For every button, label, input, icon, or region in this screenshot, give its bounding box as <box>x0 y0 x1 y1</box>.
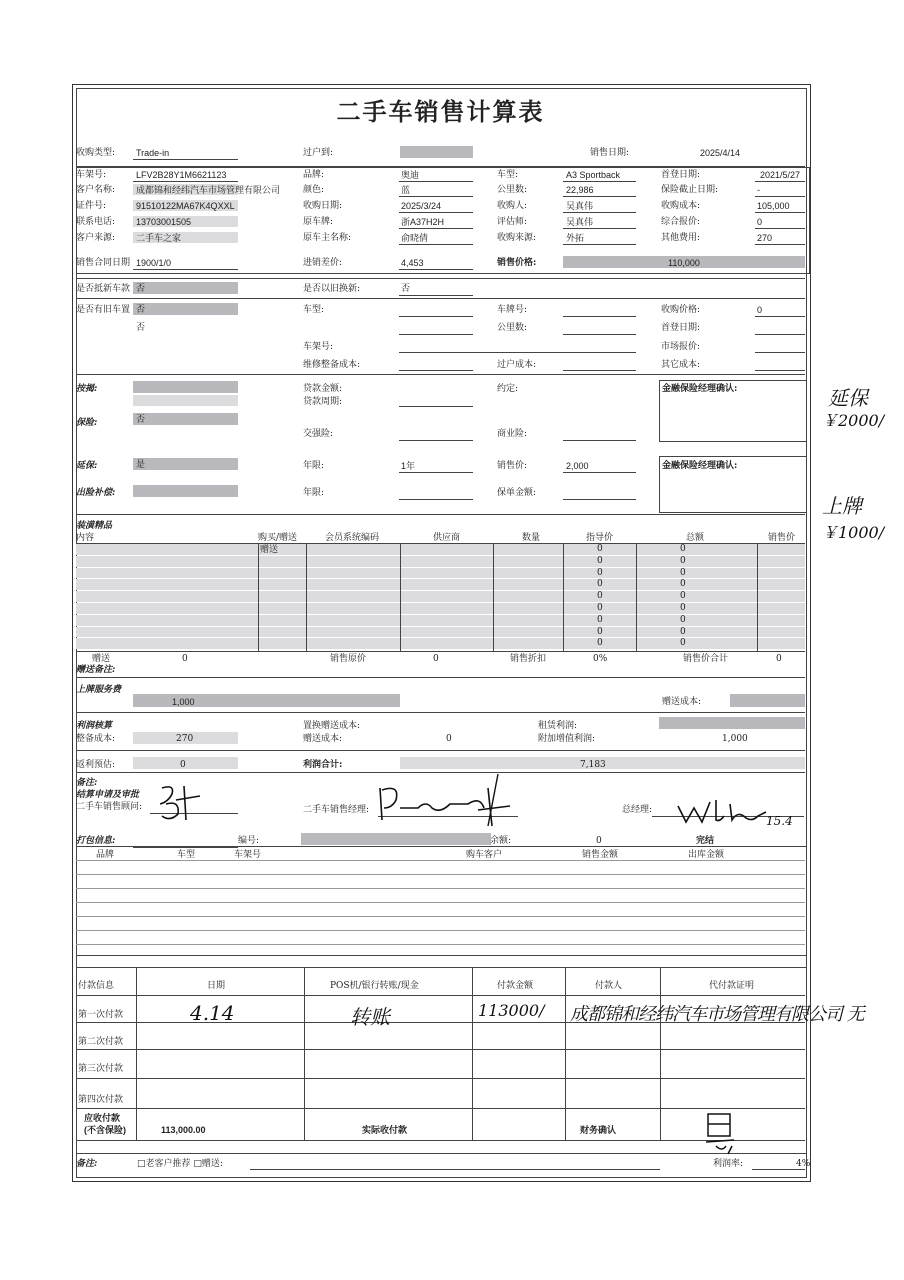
accessory-guide-price: 0 <box>597 591 603 602</box>
pkg-col-sale: 销售金额 <box>582 850 619 860</box>
pay-row-4: 第四次付款 <box>78 1095 124 1105</box>
brand-label: 品牌: <box>303 170 325 180</box>
pay-row-2: 第二次付款 <box>78 1037 124 1047</box>
payment-row-line <box>76 995 805 996</box>
payment-column-divider <box>136 967 137 1140</box>
pay-col-proof: 代付款证明 <box>709 981 755 991</box>
acc-col-supplier: 供应商 <box>433 533 461 543</box>
insurance-end-label: 保险截止日期: <box>661 185 719 195</box>
has-old-value-2: 否 <box>136 323 146 333</box>
acc-first-row-type: 赠送 <box>260 545 279 555</box>
margin-label: 进销差价: <box>303 258 343 268</box>
old-purchase-price-value: 0 <box>757 305 763 315</box>
package-row-line <box>76 888 805 889</box>
pkg-col-model: 车型 <box>177 850 196 860</box>
package-row-line <box>76 930 805 931</box>
rent-profit-label: 租赁利润: <box>538 721 578 731</box>
has-old-value: 否 <box>136 305 146 315</box>
accessory-column-divider <box>493 543 494 651</box>
due-label: 应收付款 (不含保险) <box>84 1113 126 1135</box>
years-value: 1年 <box>401 461 416 471</box>
accessories-content-label: 内容 <box>76 533 95 543</box>
note-label: 备注: <box>76 778 98 788</box>
mileage-value: 22,986 <box>566 185 594 195</box>
other-cost-label: 其它成本: <box>661 360 701 370</box>
hand-gm-date: 15.4 <box>766 814 793 828</box>
loan-amount-label: 贷款金额: <box>303 384 343 394</box>
loan-term-label: 贷款周期: <box>303 397 343 407</box>
sale-orig-label: 销售原价 <box>330 654 367 664</box>
warranty-label: 延保: <box>76 461 98 471</box>
accessory-total: 0 <box>680 544 686 554</box>
payment-column-divider <box>565 967 566 1140</box>
agreed-label: 约定: <box>497 384 519 394</box>
assessor-value: 吴真伟 <box>566 217 594 227</box>
trade-old-label: 是否以旧换新: <box>303 284 361 294</box>
accessory-guide-price: 0 <box>597 638 603 649</box>
vin-value: LFV2B28Y1M6621123 <box>136 170 227 180</box>
hand-warranty-2: ￥2000/ <box>822 411 885 430</box>
package-row-line <box>76 944 805 945</box>
accessory-row <box>76 544 805 555</box>
rebate-value: 0 <box>180 760 186 770</box>
package-label: 打包信息: <box>76 836 116 846</box>
package-done-label: 完结 <box>696 836 715 846</box>
insurance-end-value: - <box>757 185 760 195</box>
rebate-label: 返利预估: <box>76 760 116 770</box>
plate-service-label: 上牌服务费 <box>76 685 122 695</box>
hand-pay-date: 4.14 <box>190 1001 235 1025</box>
pkg-col-customer: 购车客户 <box>466 850 503 860</box>
other-fee-label: 其他费用: <box>661 233 701 243</box>
first-reg-label: 首登日期: <box>661 170 701 180</box>
accessory-total: 0 <box>680 614 686 625</box>
package-table <box>76 846 807 956</box>
source-label: 客户来源: <box>76 233 116 243</box>
gm-signature <box>672 792 772 828</box>
sale-price-label: 销售价格: <box>497 258 537 268</box>
mileage-label: 公里数: <box>497 185 528 195</box>
accessory-row <box>76 579 805 590</box>
accessory-row <box>76 591 805 602</box>
package-row-line <box>76 874 805 875</box>
pay-col-date: 日期 <box>207 981 226 991</box>
market-label: 市场报价: <box>661 342 701 352</box>
hand-plate-1: 上牌 <box>822 494 862 518</box>
consultant-signature <box>140 780 210 830</box>
profit-gift-cost-value: 0 <box>446 734 452 744</box>
warranty-value: 是 <box>136 460 146 470</box>
has-old-label: 是否有旧车置 <box>76 305 131 315</box>
gift-note-label: 赠送备注: <box>76 665 116 675</box>
pay-col-info: 付款信息 <box>78 981 115 991</box>
accessory-column-divider <box>563 543 564 651</box>
acc-col-guide: 指导价 <box>586 533 614 543</box>
accessory-row <box>76 556 805 567</box>
finance-confirm-label-1: 金融保险经理确认: <box>662 384 738 394</box>
footer-options: □老客户推荐 □赠送: <box>137 1159 223 1169</box>
model-value: A3 Sportback <box>566 170 621 180</box>
old-mileage-label: 公里数: <box>497 323 528 333</box>
sale-price-value: 110,000 <box>668 258 700 268</box>
color-label: 颜色: <box>303 185 325 195</box>
repair-label: 维修整备成本: <box>303 360 361 370</box>
hand-pay-amount: 113000/ <box>478 1001 545 1020</box>
accessory-guide-price: 0 <box>597 579 603 590</box>
accessory-row <box>76 568 805 579</box>
sale-date-label: 销售日期: <box>590 148 630 158</box>
pkg-col-vin: 车架号 <box>234 850 262 860</box>
first-reg-value: 2021/5/27 <box>760 170 801 180</box>
accessory-column-divider <box>258 543 259 651</box>
accessory-total: 0 <box>680 591 686 602</box>
old-purchase-price-label: 收购价格: <box>661 305 701 315</box>
swap-gift-label: 置换赠送成本: <box>303 721 361 731</box>
pay-col-method: POS机/银行转账/现金 <box>330 981 419 991</box>
package-row-line <box>76 916 805 917</box>
origin-label: 收购来源: <box>497 233 537 243</box>
transfer-label: 过户到: <box>303 148 334 158</box>
package-balance-label: 余额: <box>490 836 512 846</box>
plate-label: 原车牌: <box>303 217 334 227</box>
sale-total-value: 0 <box>776 654 782 664</box>
contract-date-value: 1900/1/0 <box>136 258 172 268</box>
brand-value: 奥迪 <box>401 170 420 180</box>
manager-signature <box>370 778 540 830</box>
gm-label: 总经理: <box>622 805 653 815</box>
footer-note-label: 备注: <box>76 1159 98 1169</box>
overall-quote-value: 0 <box>757 217 763 227</box>
purchase-type-value: Trade-in <box>136 148 170 158</box>
transfer-cost-label: 过户成本: <box>497 360 537 370</box>
plate-service-value: 1,000 <box>172 697 195 707</box>
manager-label: 二手车销售经理: <box>303 805 370 815</box>
vat-profit-label: 附加增值利润: <box>538 734 596 744</box>
pay-row-3: 第三次付款 <box>78 1064 124 1074</box>
overall-quote-label: 综合报价: <box>661 217 701 227</box>
accessory-guide-price: 0 <box>597 626 603 637</box>
pay-row-1: 第一次付款 <box>78 1010 124 1020</box>
accessory-total: 0 <box>680 579 686 590</box>
years-label: 年限: <box>303 461 325 471</box>
gift-cost-label: 赠送成本: <box>662 697 702 707</box>
model-label: 车型: <box>497 170 519 180</box>
accessory-column-divider <box>400 543 401 651</box>
discount-label: 销售折扣 <box>510 654 547 664</box>
accessory-total: 0 <box>680 555 686 566</box>
finance-confirm-label: 财务确认 <box>580 1125 617 1135</box>
contract-date-label: 销售合同日期 <box>76 258 131 268</box>
accessory-total: 0 <box>680 567 686 578</box>
due-value: 113,000.00 <box>161 1125 206 1135</box>
acc-col-code: 会员系统编码 <box>325 533 380 543</box>
old-vin-label: 车架号: <box>303 342 334 352</box>
accessory-guide-price: 0 <box>597 544 603 554</box>
pkg-col-out: 出库金额 <box>688 850 725 860</box>
accessories-label: 装潢精品 <box>76 521 113 531</box>
years2-label: 年限: <box>303 488 325 498</box>
gift-label: 赠送 <box>92 654 111 664</box>
color-value: 蓝 <box>401 185 411 195</box>
profit-total-value: 7,183 <box>580 760 606 770</box>
customer-value: 成都锦和经纬汽车市场管理有限公司 <box>136 185 281 195</box>
hand-pay-method: 转账 <box>350 1005 390 1029</box>
other-fee-value: 270 <box>757 233 773 243</box>
accessory-column-divider <box>757 543 758 651</box>
source-value: 二手车之家 <box>136 233 182 243</box>
id-label: 证件号: <box>76 201 107 211</box>
purchase-cost-label: 收购成本: <box>661 201 701 211</box>
profit-rate-label: 利润率: <box>713 1159 744 1169</box>
profit-total-label: 利润合计: <box>303 760 343 770</box>
profit-label: 利润核算 <box>76 721 113 731</box>
acc-col-total: 总额 <box>686 533 705 543</box>
warranty-price-label: 销售价: <box>497 461 528 471</box>
payment-column-divider <box>304 967 305 1140</box>
discount-value: 0% <box>593 654 608 664</box>
pay-col-amount: 付款金额 <box>497 981 534 991</box>
actual-label: 实际收付款 <box>362 1125 408 1135</box>
finance-signature <box>696 1106 746 1156</box>
payment-column-divider <box>660 967 661 1140</box>
hand-payer: 成都锦和经纬汽车市场管理有限公司 无 <box>570 1004 864 1025</box>
consultant-label: 二手车销售顾问: <box>76 802 143 812</box>
prep-cost-value: 270 <box>176 734 194 744</box>
transfer-value <box>400 146 473 158</box>
owner-value: 俞晓倩 <box>401 233 429 243</box>
accessory-row <box>76 627 805 638</box>
package-row-line <box>76 902 805 903</box>
approval-label: 结算申请及审批 <box>76 790 140 800</box>
accessory-guide-price: 0 <box>597 567 603 578</box>
purchase-cost-value: 105,000 <box>757 201 790 211</box>
acc-col-buy: 购买/赠送 <box>258 533 298 543</box>
pay-col-payer: 付款人 <box>595 981 623 991</box>
sale-orig-value: 0 <box>433 654 439 664</box>
profit-rate-value: 4% <box>796 1159 811 1169</box>
hand-plate-2: ￥1000/ <box>822 523 885 542</box>
package-row-line <box>76 860 805 861</box>
policy-label: 保单金额: <box>497 488 537 498</box>
acc-col-qty: 数量 <box>522 533 541 543</box>
accessory-total: 0 <box>680 626 686 637</box>
id-value: 91510122MA67K4QXXL <box>136 201 235 211</box>
form-title: 二手车销售计算表 <box>336 98 545 126</box>
old-plate-label: 车牌号: <box>497 305 528 315</box>
sale-date-value: 2025/4/14 <box>700 148 741 158</box>
payment-row-line <box>76 1078 805 1079</box>
old-first-reg-label: 首登日期: <box>661 323 701 333</box>
customer-label: 客户名称: <box>76 185 116 195</box>
owner-label: 原车主名称: <box>303 233 352 243</box>
accessory-guide-price: 0 <box>597 603 603 613</box>
insurance-label: 保险: <box>76 418 98 428</box>
margin-value: 4,453 <box>401 258 424 268</box>
accessory-row <box>76 603 805 614</box>
payment-row-line <box>76 1049 805 1050</box>
accessory-column-divider <box>636 543 637 651</box>
accessory-total: 0 <box>680 603 686 613</box>
gift-value: 0 <box>182 654 188 664</box>
buyer-value: 吴真伟 <box>566 201 594 211</box>
plate-value: 浙A37H2H <box>401 217 445 227</box>
commercial-label: 商业险: <box>497 429 528 439</box>
package-balance-value: 0 <box>596 836 602 846</box>
purchase-date-label: 收购日期: <box>303 201 343 211</box>
finance-confirm-label-2: 金融保险经理确认: <box>662 461 738 471</box>
phone-label: 联系电话: <box>76 217 116 227</box>
vat-profit-value: 1,000 <box>722 734 748 744</box>
insurance-value: 否 <box>136 415 146 425</box>
profit-gift-cost-label: 赠送成本: <box>303 734 343 744</box>
ink-slash <box>472 770 512 830</box>
accessory-guide-price: 0 <box>597 614 603 625</box>
sale-total-label: 销售价合计 <box>683 654 729 664</box>
vin-label: 车架号: <box>76 170 107 180</box>
pkg-col-brand: 品牌 <box>96 850 115 860</box>
accessory-row <box>76 615 805 626</box>
buyer-label: 收购人: <box>497 201 528 211</box>
new-car-label: 是否抵新车款 <box>76 284 131 294</box>
payment-column-divider <box>472 967 473 1140</box>
accessory-total: 0 <box>680 638 686 649</box>
assessor-label: 评估师: <box>497 217 528 227</box>
package-number-label: 编号: <box>238 836 260 846</box>
new-car-value: 否 <box>136 284 146 294</box>
old-model-label: 车型: <box>303 305 325 315</box>
prep-cost-label: 整备成本: <box>76 734 116 744</box>
phone-value: 13703001505 <box>136 217 192 227</box>
accessory-row <box>76 638 805 649</box>
purchase-type-label: 收购类型: <box>76 148 116 158</box>
accessory-guide-price: 0 <box>597 555 603 566</box>
trade-old-value: 否 <box>401 284 411 294</box>
warranty-price-value: 2,000 <box>566 461 589 471</box>
accessory-column-divider <box>306 543 307 651</box>
purchase-date-value: 2025/3/24 <box>401 201 442 211</box>
origin-value: 外拓 <box>566 233 585 243</box>
compulsory-label: 交强险: <box>303 429 334 439</box>
insurance-comp-label: 出险补偿: <box>76 488 116 498</box>
mortgage-label: 按揭: <box>76 384 98 394</box>
hand-warranty-1: 延保 <box>828 386 868 410</box>
acc-col-sale: 销售价 <box>768 533 796 543</box>
